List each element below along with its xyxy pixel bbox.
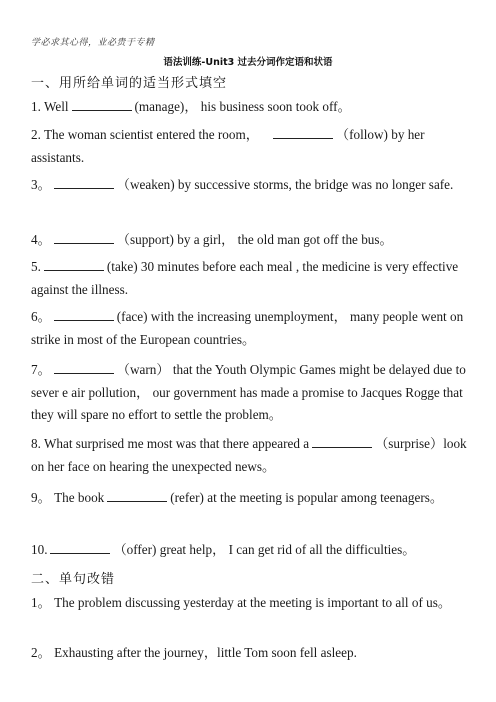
exercise-item-6: 6。 (face) with the increasing unemployment， many people went on strike in most of the European countries。 [31,309,464,347]
section1-heading: 一、用所给单词的适当形式填空 [31,76,228,91]
section2-heading: 二、单句改错 [31,572,116,587]
exercise-item-10: 10. （offer) great help， I can get rid of all the difficulties。 [31,542,416,557]
header-watermark: 学必求其心得，业必贵于专精 [31,38,155,48]
correction-item-2: 2。 Exhausting after the journey，little Tom soon fell asleep. [31,645,357,660]
exercise-item-2: 2. The woman scientist entered the room， （follow) by her assistants. [31,127,425,165]
answer-blank[interactable] [107,489,167,502]
exercise-item-8: 8. What surprised me most was that there appeared a （surprise）look on her face on hearing the unexpected news。 [31,436,467,474]
answer-blank[interactable] [44,258,104,271]
exercise-item-7: 7。 （warn） that the Youth Olympic Games might be delayed due to sever e air pollution， our government has made a promise to Jacques Rogge that they will spare no effort to settle the problem。 [31,362,466,422]
exercise-item-5: 5. (take) 30 minutes before each meal , the medicine is very effective against the illness. [31,259,459,297]
exercise-item-3: 3。 （weaken) by successive storms, the bridge was no longer safe. [31,177,454,192]
answer-blank[interactable] [54,176,114,189]
answer-blank[interactable] [273,126,333,139]
page-title: 语法训练-Unit3 过去分词作定语和状语 [163,57,333,68]
exercise-item-4: 4。 （support) by a girl， the old man got off the bus。 [31,232,393,247]
answer-blank[interactable] [54,308,114,321]
answer-blank[interactable] [312,435,372,448]
answer-blank[interactable] [72,98,132,111]
answer-blank[interactable] [54,231,114,244]
exercise-item-1: 1. Well (manage)， his business soon took off。 [31,99,351,114]
answer-blank[interactable] [54,361,114,374]
answer-blank[interactable] [50,541,110,554]
exercise-item-9: 9。 The book (refer) at the meeting is popular among teenagers。 [31,490,444,505]
correction-item-1: 1。 The problem discussing yesterday at the meeting is important to all of us。 [31,595,452,610]
